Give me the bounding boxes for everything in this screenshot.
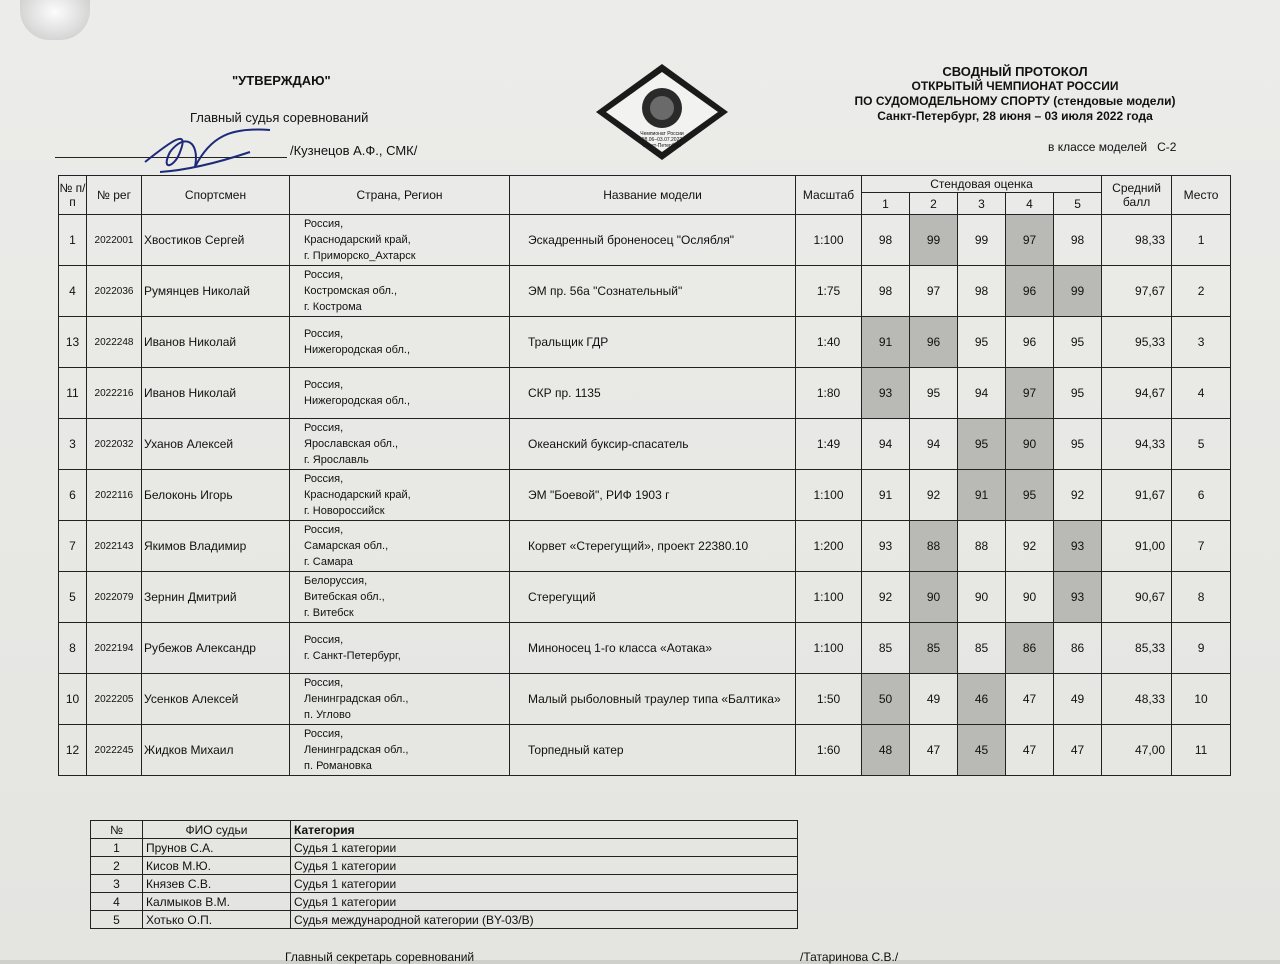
row-score-judge-1: 91 [862, 470, 910, 521]
row-region [290, 674, 510, 725]
region-line: Белоруссия, [304, 575, 368, 587]
judges-header-category: Категория [291, 821, 798, 839]
row-region [290, 317, 510, 368]
row-average: 94,33 [1102, 419, 1172, 470]
row-model: Торпедный катер [510, 725, 796, 776]
row-region [290, 470, 510, 521]
row-score-judge-2: 99 [910, 215, 958, 266]
row-score-judge-4: 86 [1006, 623, 1054, 674]
row-score-judge-4: 92 [1006, 521, 1054, 572]
judge-name: Хотько О.П. [143, 911, 291, 929]
judge-name: Кисов М.Ю. [143, 857, 291, 875]
row-place: 4 [1172, 368, 1231, 419]
row-reg-num: 2022001 [87, 215, 142, 266]
row-scale: 1:80 [796, 368, 862, 419]
row-athlete: Жидков Михаил [142, 725, 290, 776]
region-line: г. Самара [304, 556, 353, 568]
row-region [290, 572, 510, 623]
region-line: п. Романовка [304, 760, 372, 772]
row-average: 97,67 [1102, 266, 1172, 317]
region-line: Ярославская обл., [304, 438, 399, 450]
row-score-judge-3: 45 [958, 725, 1006, 776]
row-num: 8 [59, 623, 87, 674]
row-reg-num: 2022216 [87, 368, 142, 419]
row-average: 91,67 [1102, 470, 1172, 521]
row-score-judge-3: 95 [958, 317, 1006, 368]
region-line: Краснодарский край, [304, 489, 411, 501]
row-score-judge-5: 95 [1054, 419, 1102, 470]
row-average: 94,67 [1102, 368, 1172, 419]
row-scale: 1:100 [796, 572, 862, 623]
row-average: 91,00 [1102, 521, 1172, 572]
row-num: 11 [59, 368, 87, 419]
row-model: ЭМ пр. 56а "Сознательный" [510, 266, 796, 317]
header-place: Место [1172, 176, 1231, 215]
region-line: Самарская обл., [304, 540, 389, 552]
region-line: Россия, [304, 634, 344, 646]
row-score-judge-3: 85 [958, 623, 1006, 674]
row-num: 4 [59, 266, 87, 317]
header-judge-1: 1 [862, 193, 910, 215]
region-line: Краснодарский край, [304, 234, 411, 246]
row-place: 6 [1172, 470, 1231, 521]
row-average: 48,33 [1102, 674, 1172, 725]
table-row [59, 572, 1231, 623]
row-athlete: Уханов Алексей [142, 419, 290, 470]
chief-judge-role: Главный судья соревнований [190, 110, 369, 125]
row-athlete: Иванов Николай [142, 368, 290, 419]
row-score-judge-5: 99 [1054, 266, 1102, 317]
table-row [59, 266, 1231, 317]
row-model: Миноносец 1-го класса «Аотака» [510, 623, 796, 674]
championship-emblem-icon [594, 62, 730, 162]
judge-row [91, 893, 798, 911]
header-judge-2: 2 [910, 193, 958, 215]
row-athlete: Усенков Алексей [142, 674, 290, 725]
region-line: п. Углово [304, 709, 351, 721]
region-line: Костромская обл., [304, 285, 398, 297]
judges-header-num: № [91, 821, 143, 839]
row-reg-num: 2022036 [87, 266, 142, 317]
row-score-judge-2: 96 [910, 317, 958, 368]
row-average: 85,33 [1102, 623, 1172, 674]
row-scale: 1:60 [796, 725, 862, 776]
event-date-location: Санкт-Петербург, 28 июня – 03 июля 2022 года [877, 109, 1153, 123]
sport-title: ПО СУДОМОДЕЛЬНОМУ СПОРТУ (стендовые модели) [854, 94, 1176, 108]
judge-category: Судья 1 категории [291, 857, 798, 875]
row-place: 1 [1172, 215, 1231, 266]
row-model: Малый рыболовный траулер типа «Балтика» [510, 674, 796, 725]
row-region [290, 725, 510, 776]
row-score-judge-4: 96 [1006, 266, 1054, 317]
region-line: Россия, [304, 728, 344, 740]
row-model: Эскадренный броненосец "Ослябля" [510, 215, 796, 266]
header-judge-4: 4 [1006, 193, 1054, 215]
region-line: Россия, [304, 218, 344, 230]
table-row [59, 623, 1231, 674]
row-average: 90,67 [1102, 572, 1172, 623]
row-num: 7 [59, 521, 87, 572]
protocol-header [815, 64, 1215, 124]
row-num: 3 [59, 419, 87, 470]
row-reg-num: 2022032 [87, 419, 142, 470]
table-row [59, 470, 1231, 521]
region-line: Россия, [304, 524, 344, 536]
row-score-judge-5: 49 [1054, 674, 1102, 725]
judge-row [91, 857, 798, 875]
row-reg-num: 2022245 [87, 725, 142, 776]
row-model: Стерегущий [510, 572, 796, 623]
header-num: № п/п [59, 176, 87, 215]
row-num: 5 [59, 572, 87, 623]
results-table [58, 175, 1231, 776]
row-score-judge-4: 47 [1006, 725, 1054, 776]
header-reg-num: № рег [87, 176, 142, 215]
header-judge-3: 3 [958, 193, 1006, 215]
judge-category: Судья 1 категории [291, 875, 798, 893]
judge-num: 4 [91, 893, 143, 911]
row-score-judge-5: 95 [1054, 317, 1102, 368]
championship-title: ОТКРЫТЫЙ ЧЕМПИОНАТ РОССИИ [911, 79, 1119, 93]
judge-num: 3 [91, 875, 143, 893]
row-score-judge-2: 88 [910, 521, 958, 572]
row-score-judge-4: 97 [1006, 368, 1054, 419]
row-place: 11 [1172, 725, 1231, 776]
row-place: 7 [1172, 521, 1231, 572]
model-class [1048, 140, 1176, 154]
row-score-judge-4: 97 [1006, 215, 1054, 266]
judge-row [91, 875, 798, 893]
row-region [290, 266, 510, 317]
row-athlete: Румянцев Николай [142, 266, 290, 317]
row-scale: 1:50 [796, 674, 862, 725]
row-scale: 1:40 [796, 317, 862, 368]
row-region [290, 368, 510, 419]
row-score-judge-2: 92 [910, 470, 958, 521]
judge-name: Калмыков В.М. [143, 893, 291, 911]
table-row [59, 674, 1231, 725]
judge-category: Судья 1 категории [291, 839, 798, 857]
row-score-judge-5: 47 [1054, 725, 1102, 776]
chief-judge-name: /Кузнецов А.Ф., СМК/ [290, 143, 418, 158]
row-reg-num: 2022248 [87, 317, 142, 368]
region-line: г. Новороссийск [304, 505, 385, 517]
row-score-judge-4: 90 [1006, 572, 1054, 623]
table-row [59, 368, 1231, 419]
header-average: Средний балл [1102, 176, 1172, 215]
row-num: 1 [59, 215, 87, 266]
row-reg-num: 2022116 [87, 470, 142, 521]
row-score-judge-1: 85 [862, 623, 910, 674]
signature-icon [140, 122, 280, 182]
row-score-judge-3: 90 [958, 572, 1006, 623]
row-model: Тральщик ГДР [510, 317, 796, 368]
judges-header-name: ФИО судьи [143, 821, 291, 839]
row-num: 13 [59, 317, 87, 368]
row-athlete: Зернин Дмитрий [142, 572, 290, 623]
table-row [59, 725, 1231, 776]
row-num: 10 [59, 674, 87, 725]
judges-body [91, 839, 798, 929]
row-score-judge-1: 91 [862, 317, 910, 368]
row-score-judge-2: 47 [910, 725, 958, 776]
row-place: 10 [1172, 674, 1231, 725]
judge-name: Князев С.В. [143, 875, 291, 893]
region-line: Витебская обл., [304, 591, 385, 603]
chief-secretary-label: Главный секретарь соревнований [285, 950, 475, 964]
row-athlete: Хвостиков Сергей [142, 215, 290, 266]
row-score-judge-4: 47 [1006, 674, 1054, 725]
row-score-judge-1: 48 [862, 725, 910, 776]
row-reg-num: 2022194 [87, 623, 142, 674]
row-score-judge-1: 93 [862, 521, 910, 572]
row-model: ЭМ "Боевой", РИФ 1903 г [510, 470, 796, 521]
row-average: 47,00 [1102, 725, 1172, 776]
svg-text:28.06–03.07.2022: 28.06–03.07.2022 [641, 137, 683, 143]
row-score-judge-3: 99 [958, 215, 1006, 266]
region-line: Россия, [304, 269, 344, 281]
approval-title: "УТВЕРЖДАЮ" [232, 73, 331, 88]
row-score-judge-5: 98 [1054, 215, 1102, 266]
row-score-judge-2: 94 [910, 419, 958, 470]
class-label: в классе моделей [1048, 140, 1148, 154]
row-place: 8 [1172, 572, 1231, 623]
region-line: г. Кострома [304, 301, 362, 313]
row-score-judge-5: 95 [1054, 368, 1102, 419]
row-num: 6 [59, 470, 87, 521]
row-score-judge-3: 95 [958, 419, 1006, 470]
row-scale: 1:75 [796, 266, 862, 317]
judges-table [90, 820, 798, 929]
row-athlete: Иванов Николай [142, 317, 290, 368]
row-score-judge-4: 90 [1006, 419, 1054, 470]
row-athlete: Якимов Владимир [142, 521, 290, 572]
row-score-judge-3: 94 [958, 368, 1006, 419]
region-line: Россия, [304, 328, 344, 340]
row-region [290, 623, 510, 674]
row-score-judge-2: 49 [910, 674, 958, 725]
judge-row [91, 911, 798, 929]
judge-num: 2 [91, 857, 143, 875]
row-model: Океанский буксир-спасатель [510, 419, 796, 470]
row-num: 12 [59, 725, 87, 776]
row-athlete: Рубежов Александр [142, 623, 290, 674]
header-athlete: Спортсмен [142, 176, 290, 215]
row-place: 5 [1172, 419, 1231, 470]
region-line: Нижегородская обл., [304, 344, 411, 356]
row-score-judge-5: 86 [1054, 623, 1102, 674]
region-line: г. Приморско_Ахтарск [304, 250, 416, 262]
row-score-judge-4: 95 [1006, 470, 1054, 521]
row-scale: 1:200 [796, 521, 862, 572]
region-line: г. Санкт-Петербург, [304, 650, 401, 662]
judge-name: Прунов С.А. [143, 839, 291, 857]
row-place: 9 [1172, 623, 1231, 674]
row-scale: 1:100 [796, 215, 862, 266]
row-score-judge-2: 90 [910, 572, 958, 623]
table-row [59, 317, 1231, 368]
region-line: Нижегородская обл., [304, 395, 411, 407]
row-average: 98,33 [1102, 215, 1172, 266]
row-model: СКР пр. 1135 [510, 368, 796, 419]
region-line: г. Витебск [304, 607, 354, 619]
row-score-judge-3: 98 [958, 266, 1006, 317]
table-row [59, 521, 1231, 572]
svg-text:Санкт-Петербург: Санкт-Петербург [642, 143, 682, 149]
region-line: Россия, [304, 422, 344, 434]
header-model: Название модели [510, 176, 796, 215]
region-line: Россия, [304, 677, 344, 689]
row-score-judge-2: 85 [910, 623, 958, 674]
svg-text:Чемпионат России: Чемпионат России [640, 131, 684, 137]
row-score-judge-1: 94 [862, 419, 910, 470]
table-row [59, 419, 1231, 470]
region-line: г. Ярославль [304, 454, 369, 466]
table-row [59, 215, 1231, 266]
row-score-judge-2: 95 [910, 368, 958, 419]
row-score-judge-2: 97 [910, 266, 958, 317]
judge-row [91, 839, 798, 857]
row-scale: 1:49 [796, 419, 862, 470]
glass-object [20, 0, 90, 40]
row-region [290, 521, 510, 572]
row-average: 95,33 [1102, 317, 1172, 368]
row-score-judge-5: 93 [1054, 521, 1102, 572]
row-reg-num: 2022079 [87, 572, 142, 623]
row-place: 3 [1172, 317, 1231, 368]
row-region [290, 419, 510, 470]
row-region [290, 215, 510, 266]
region-line: Ленинградская обл., [304, 744, 409, 756]
row-score-judge-4: 96 [1006, 317, 1054, 368]
row-scale: 1:100 [796, 470, 862, 521]
row-scale: 1:100 [796, 623, 862, 674]
row-score-judge-1: 98 [862, 215, 910, 266]
row-score-judge-5: 93 [1054, 572, 1102, 623]
results-body [59, 215, 1231, 776]
judge-num: 1 [91, 839, 143, 857]
row-score-judge-1: 93 [862, 368, 910, 419]
row-score-judge-1: 50 [862, 674, 910, 725]
chief-secretary-name: /Татаринова С.В./ [800, 950, 899, 964]
header-score-group: Стендовая оценка [862, 176, 1102, 193]
region-line: Россия, [304, 379, 344, 391]
region-line: Ленинградская обл., [304, 693, 409, 705]
row-model: Корвет «Стерегущий», проект 22380.10 [510, 521, 796, 572]
judge-category: Судья 1 категории [291, 893, 798, 911]
row-athlete: Белоконь Игорь [142, 470, 290, 521]
row-reg-num: 2022205 [87, 674, 142, 725]
row-score-judge-3: 46 [958, 674, 1006, 725]
row-score-judge-3: 91 [958, 470, 1006, 521]
header-region: Страна, Регион [290, 176, 510, 215]
header-judge-5: 5 [1054, 193, 1102, 215]
header-scale: Масштаб [796, 176, 862, 215]
judge-num: 5 [91, 911, 143, 929]
row-reg-num: 2022143 [87, 521, 142, 572]
protocol-title: СВОДНЫЙ ПРОТОКОЛ [942, 64, 1088, 79]
class-value: С-2 [1157, 140, 1177, 154]
judge-category: Судья международной категории (BY-03/B) [291, 911, 798, 929]
row-score-judge-1: 98 [862, 266, 910, 317]
row-score-judge-3: 88 [958, 521, 1006, 572]
row-score-judge-1: 92 [862, 572, 910, 623]
row-place: 2 [1172, 266, 1231, 317]
row-score-judge-5: 92 [1054, 470, 1102, 521]
region-line: Россия, [304, 473, 344, 485]
